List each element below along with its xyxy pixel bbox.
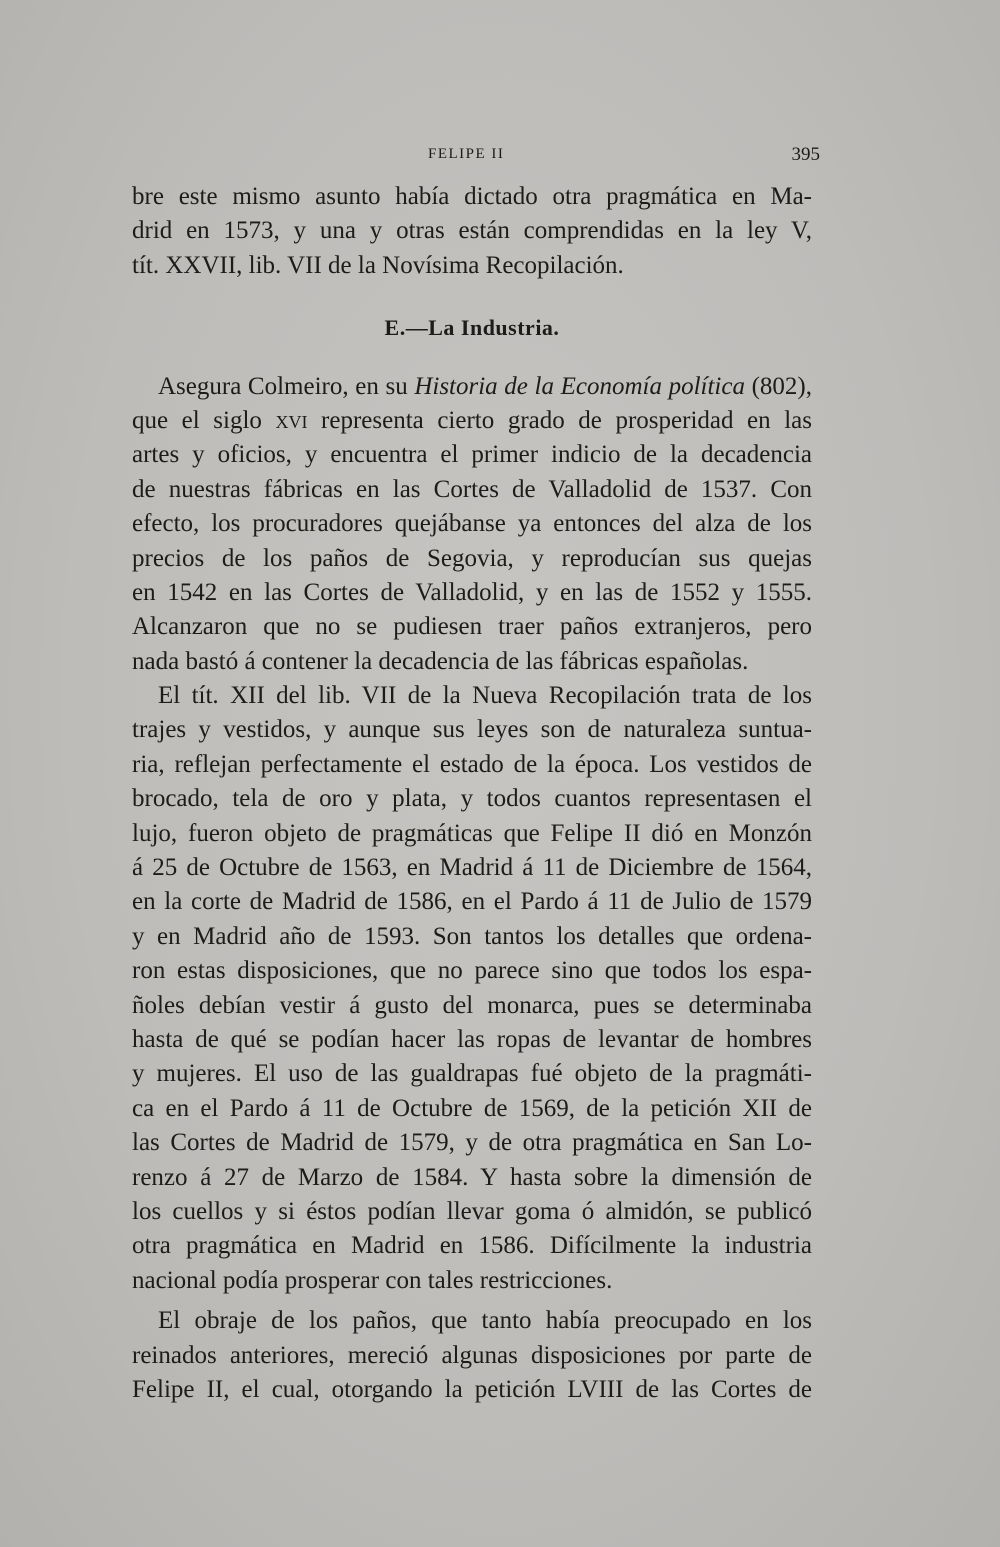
roman-numeral: xvi bbox=[275, 406, 308, 434]
text-line: nada bastó á contener la decadencia de las fábricas españolas. bbox=[132, 647, 749, 675]
text-line: drid en 1573, y una y otras están comprendidas en la ley V, bbox=[132, 217, 812, 245]
text-line bbox=[132, 370, 812, 404]
text-line bbox=[132, 404, 812, 438]
text-line: hasta de qué se podían hacer las ropas de levantar de hombres bbox=[132, 1025, 812, 1053]
text-line: ca en el Pardo á 11 de Octubre de 1569, de la petición XII de bbox=[132, 1094, 812, 1122]
running-title: FELIPE II bbox=[428, 146, 505, 162]
section-heading: E.—La Industria. bbox=[384, 315, 560, 341]
text-line: ria, reflejan perfectamente el estado de la época. Los vestidos de bbox=[132, 750, 812, 778]
paragraph-continuation bbox=[132, 180, 812, 283]
text-line: las Cortes de Madrid de 1579, y de otra pragmática en San Lo- bbox=[132, 1129, 812, 1157]
text-line: renzo á 27 de Marzo de 1584. Y hasta sobre la dimensión de bbox=[132, 1163, 812, 1191]
text-line: tít. XXVII, lib. VII de la Novísima Recopilación. bbox=[132, 251, 624, 279]
text-line: de nuestras fábricas en las Cortes de Valladolid de 1537. Con bbox=[132, 475, 812, 503]
text-line: otra pragmática en Madrid en 1586. Difícilmente la industria bbox=[132, 1232, 812, 1260]
text-run: representa cierto grado de prosperidad en las bbox=[307, 406, 812, 434]
running-head bbox=[130, 146, 820, 176]
text-line: reinados anteriores, mereció algunas disposiciones por parte de bbox=[132, 1341, 812, 1369]
text-run: Asegura Colmeiro, en su bbox=[158, 372, 415, 400]
text-line: trajes y vestidos, y aunque sus leyes son de naturaleza suntua- bbox=[132, 716, 812, 744]
text-line: El tít. XII del lib. VII de la Nueva Recopilación trata de los bbox=[158, 682, 812, 710]
text-line: bre este mismo asunto había dictado otra pragmática en Ma- bbox=[132, 183, 812, 210]
text-line: y en Madrid año de 1593. Son tantos los detalles que ordena- bbox=[132, 922, 812, 950]
text-line: á 25 de Octubre de 1563, en Madrid á 11 de Diciembre de 1564, bbox=[132, 854, 812, 882]
paragraph bbox=[132, 1304, 812, 1407]
text-line: efecto, los procuradores quejábanse ya entonces del alza de los bbox=[132, 510, 812, 538]
paragraph bbox=[132, 370, 812, 680]
text-line: Felipe II, el cual, otorgando la petición LVIII de las Cortes de bbox=[132, 1375, 812, 1403]
text-line: artes y oficios, y encuentra el primer indicio de la decadencia bbox=[132, 441, 812, 469]
text-line: ñoles debían vestir á gusto del monarca, pues se determinaba bbox=[132, 991, 812, 1019]
text-run: que el siglo bbox=[132, 406, 276, 434]
text-line: Alcanzaron que no se pudiesen traer paños extranjeros, pero bbox=[132, 613, 812, 641]
book-title: Historia de la Economía política bbox=[414, 372, 745, 400]
text-line: nacional podía prosperar con tales restricciones. bbox=[132, 1266, 613, 1294]
text-line: en la corte de Madrid de 1586, en el Pardo á 11 de Julio de 1579 bbox=[132, 888, 812, 916]
text-line: lujo, fueron objeto de pragmáticas que Felipe II dió en Monzón bbox=[132, 819, 812, 847]
text-line: precios de los paños de Segovia, y reproducían sus quejas bbox=[132, 544, 812, 572]
text-line: brocado, tela de oro y plata, y todos cuantos representasen el bbox=[132, 785, 812, 813]
text-line: El obraje de los paños, que tanto había preocupado en los bbox=[158, 1307, 812, 1335]
paragraph bbox=[132, 679, 812, 1298]
text-line: y mujeres. El uso de las gualdrapas fué objeto de la pragmáti- bbox=[132, 1060, 812, 1088]
body-text bbox=[132, 180, 812, 1407]
text-line: en 1542 en las Cortes de Valladolid, y en las de 1552 y 1555. bbox=[132, 578, 812, 606]
text-run: (802), bbox=[744, 372, 813, 400]
text-line: los cuellos y si éstos podían llevar goma ó almidón, se publicó bbox=[132, 1197, 812, 1225]
page-number: 395 bbox=[791, 144, 820, 165]
text-line: ron estas disposiciones, que no parece sino que todos los espa- bbox=[132, 957, 812, 985]
